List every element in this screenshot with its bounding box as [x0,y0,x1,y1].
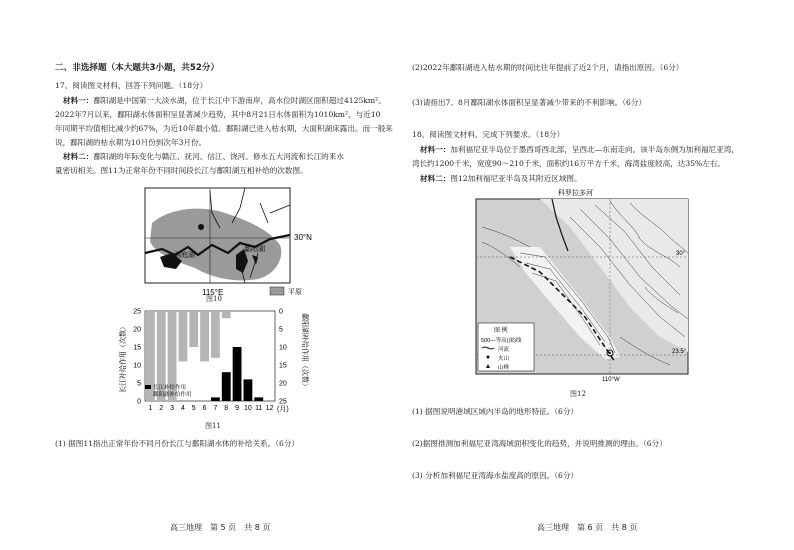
legend-label-yangtze: 长江补给作用 [153,385,187,391]
tick-month-6: 6 [202,405,207,412]
bar-yangtze-9 [233,347,242,401]
legend-swatch-poyang [145,392,151,396]
q17-part3: (3)请指出7、8月鄱阳湖水体面积呈显著减少带来的不利影响。（6分） [412,98,647,107]
tick-month-3: 3 [170,405,175,412]
q18-material2-text: 图12加利福尼亚半岛及其附近区域图。 [450,174,582,183]
q18-material1-line2: 湾长约1200千米，宽度90～210千米，面积约16万平方千米，海湾盐度较高，达35%左右。 [412,159,726,168]
map-legend-river: 河流 [498,347,510,353]
lat-label-23: 23.5° [672,349,687,355]
tick-left-10: 10 [133,362,141,370]
bar-poyang-8 [222,311,231,318]
tick-right-15: 15 [279,362,287,370]
bar-poyang-5 [189,311,198,347]
legend-label-poyang: 鄱阳湖补给作用 [153,392,192,398]
tick-month-10: 10 [244,405,252,412]
lake-label-poyang: 鄱阳湖 [244,246,265,253]
tick-right-10: 10 [279,344,287,352]
lon-label-110w: 110°W [602,377,620,382]
map-legend-title: 图 例 [494,328,508,334]
tick-month-4: 4 [180,405,185,412]
legend-plain-swatch [270,287,284,295]
q17-material2-line1 [63,152,344,162]
figure10-caption: 图10 [206,295,222,303]
q18-part2: (2)据图推测加利福尼亚湾海域面积变化的趋势，并说明推测的理由。（6分） [412,439,667,448]
material2-label: 材料二： [63,152,94,161]
tick-month-11: 11 [255,405,263,412]
q17-part2: (2)2022年鄱阳湖进入枯水期的时间比往年提前了近2个月，请指出原因。（6分） [412,63,684,72]
lat-label-30n: 30°N [294,233,312,242]
q18-material2-line [420,174,582,184]
lat-label-30: 30° [676,251,686,257]
bar-yangtze-11 [254,397,263,401]
q18-material1-label: 材料一： [420,145,451,154]
tick-right-25: 25 [279,398,287,406]
legend-swatch-yangtze [145,385,151,389]
q17-part1: (1) 据图11指出正常年份不同月份长江与鄱阳湖水体的补给关系。（6分） [55,439,300,448]
material1-text: 鄱阳湖是中国第一大淡水湖，位于长江中下游南岸，高水位时湖区面积超过4125km²。 [93,96,386,105]
tick-right-20: 20 [279,380,287,388]
q17-material1-line1 [63,96,386,106]
tick-month-12: 12 [265,405,274,412]
q17-material1-line2: 2022年7月以来，鄱阳湖水体面积呈显著减少趋势，其中8月21日水体面积为1010km²，与近10 [55,110,381,119]
tick-month-8: 8 [224,405,229,412]
lon-label-115e: 115°E [202,288,224,297]
tick-month-7: 7 [213,405,218,412]
bar-yangtze-8 [222,372,231,401]
footer-left: 高三地理 第 5 页 共 8 页 [170,523,271,532]
tick-left-20: 20 [133,326,141,334]
tick-left-15: 15 [133,344,141,352]
tick-right-0: 0 [279,308,283,316]
x-axis-unit: (月) [277,406,289,413]
tick-month-5: 5 [191,405,196,412]
tick-month-1: 1 [148,405,153,412]
map-legend-contour: 500—等高(深)线 [481,338,522,344]
tick-right-5: 5 [279,326,283,334]
figure11-chart [115,303,310,418]
map-legend-peak: 山峰 [498,365,510,371]
figure11-caption: 图11 [205,422,221,430]
map-legend-volcano: 火山 [498,356,510,362]
bar-poyang-6 [200,311,209,361]
figure12-map [470,187,702,382]
q18-part3: (3) 分析加利福尼亚湾海水盐度高的原因。（6分） [412,471,579,480]
material2-text: 鄱阳湖的年际变化与赣江、抚河、信江、饶河、修水五大河流和长江的来水 [93,152,344,161]
figure10-map [140,183,340,308]
q18-stem: 18、阅读图文材料，完成下列要求。（18分） [412,130,565,139]
legend-plain-label: 平原 [288,289,302,296]
q18-part1: (1) 据图说明港域区域内半岛的地形特征。（6分） [412,407,579,416]
material1-label: 材料一： [63,96,94,105]
tick-left-5: 5 [137,380,141,388]
section-title: 二、非选择题（本大题共3小题，共52分） [55,63,220,73]
q18-material1-text: 加利福尼亚半岛位于墨西哥西北部，呈西北—东南走向。该半岛东侧为加利福尼亚湾， [450,145,739,154]
bar-poyang-4 [179,311,188,361]
figure12-caption: 图12 [570,390,586,398]
tick-month-9: 9 [235,405,240,412]
y-axis-label-right: 鄱阳湖补给作用（次数） [301,313,308,390]
tick-month-2: 2 [159,405,164,412]
y-axis-label-left: 长江补给作用（次数） [120,323,127,393]
bar-poyang-7 [211,311,220,358]
tick-left-25: 25 [133,308,141,316]
lake-label-dongting: 洞庭湖 [174,252,195,259]
q18-material2-label: 材料二： [420,174,451,183]
q17-material2-line2: 量密切相关。图11为正常年份不同时间段长江与鄱阳湖互相补给的次数图。 [55,166,308,175]
q17-material1-line3: 年同期平均值相比减少约67%，为近10年最小值。鄱阳湖已进入枯水期，大面积湖床露出。而一般来 [55,124,393,133]
q17-material1-line4: 说，鄱阳湖的枯水期为10月份到次年3月份。 [55,138,207,147]
q18-material1-line1 [420,145,739,155]
q17-stem: 17、阅读图文材料，回答下列问题。（18分） [55,81,208,90]
river-label-colorado: 科罗拉多河 [558,190,593,197]
tick-left-0: 0 [137,398,141,406]
footer-right: 高三地理 第 6 页 共 8 页 [537,523,638,532]
bar-yangtze-10 [244,379,253,401]
bar-yangtze-7 [211,397,220,401]
